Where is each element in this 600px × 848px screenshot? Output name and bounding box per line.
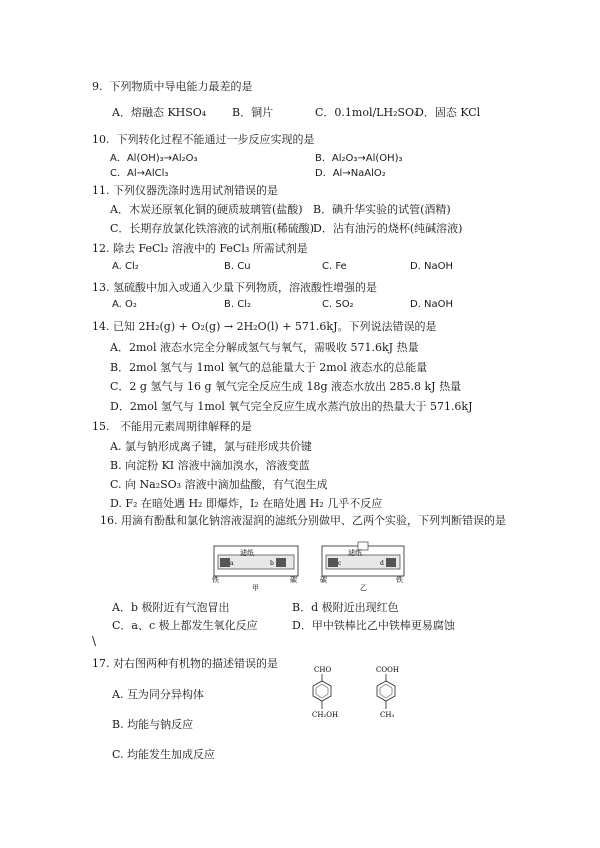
question-stem: 13. 氢硫酸中加入或通入少量下列物质，溶液酸性增强的是 [92, 281, 377, 294]
electrode-a [220, 558, 230, 567]
question-stem: 11. 下列仪器洗涤时选用试剂错误的是 [92, 184, 278, 197]
option-a: A．熔融态 KHSO₄ [112, 106, 207, 119]
question-stem: 16. 用滴有酚酞和氯化钠溶液湿润的滤纸分别做甲、乙两个实验，下列判断错误的是 [100, 514, 506, 527]
question-stem: 12. 除去 FeCl₂ 溶液中的 FeCl₃ 所需试剂是 [92, 242, 308, 255]
caption-yi: 乙 [360, 584, 367, 592]
option-a: A. O₂ [112, 299, 137, 310]
setup-yi [320, 542, 404, 592]
setup-jia [212, 546, 298, 592]
stray-mark: \ [92, 634, 97, 648]
option-d: D．2mol 氢气与 1mol 氧气完全反应生成水蒸汽放出的热量大于 571.6kJ [110, 400, 473, 413]
electrode-c [328, 558, 338, 567]
option-b: B．Al₂O₃→Al(OH)₃ [315, 153, 403, 164]
question-stem: 9. 下列物质中导电能力最差的是 [92, 80, 253, 93]
option-a: A. 互为同分异构体 [112, 688, 204, 701]
left-electrode-label: 碳 [320, 576, 327, 584]
option-b: B．2mol 氢气与 1mol 氧气的总能量大于 2mol 液态水的总能量 [110, 361, 428, 374]
option-b: B．铜片 [232, 106, 274, 119]
label-a: a [230, 560, 234, 567]
option-c: C. Fe [322, 261, 347, 272]
option-b: B. Cl₂ [224, 299, 251, 310]
electrode-d [386, 558, 396, 567]
ring-inner [316, 684, 328, 698]
figure-16-diagram [210, 538, 410, 596]
option-b: B. 均能与钠反应 [112, 718, 194, 731]
option-d: D．沾有油污的烧杯(纯碱溶液) [313, 222, 463, 235]
option-a: A．b 极附近有气泡冒出 [112, 601, 230, 614]
structure-left [312, 666, 338, 719]
paper-label: 滤纸 [348, 549, 362, 557]
option-c: C．0.1mol/LH₂SO₄ [315, 106, 419, 119]
question-stem: 14. 已知 2H₂(g) + O₂(g) → 2H₂O(l) + 571.6kJ。下列说法错误的是 [92, 320, 437, 333]
option-a: A．2mol 液态水完全分解成氢气与氧气，需吸收 571.6kJ 热量 [110, 341, 419, 354]
option-c: C．Al→AlCl₃ [110, 168, 169, 179]
option-c: C．a、c 极上都发生氧化反应 [112, 619, 258, 632]
option-b: B. 向淀粉 KI 溶液中滴加溴水，溶液变蓝 [110, 459, 310, 472]
ring-inner [380, 684, 392, 698]
question-stem: 10. 下列转化过程不能通过一步反应实现的是 [92, 133, 315, 146]
right-electrode-label: 铁 [396, 576, 403, 584]
option-c: C. 向 Na₂SO₃ 溶液中滴加盐酸，有气泡生成 [110, 478, 328, 491]
group-bottom: CH₃ [380, 711, 395, 719]
option-a: A．木炭还原氧化铜的硬质玻璃管(盐酸) [110, 203, 303, 216]
option-d: D．Al→NaAlO₂ [315, 168, 386, 179]
option-c: C．长期存放氯化铁溶液的试剂瓶(稀硫酸) [110, 222, 314, 235]
structure-right [376, 666, 399, 719]
option-c: C. SO₂ [322, 299, 354, 310]
electrode-b [276, 558, 286, 567]
option-d: D. F₂ 在暗处遇 H₂ 即爆炸，I₂ 在暗处遇 H₂ 几乎不反应 [110, 497, 383, 510]
question-stem: 15. 不能用元素周期律解释的是 [92, 420, 252, 433]
option-a: A. Cl₂ [112, 261, 139, 272]
option-b: B．d 极附近出现红色 [292, 601, 399, 614]
option-b: B. Cu [224, 261, 251, 272]
label-b: b [270, 560, 274, 567]
option-a: A. 氯与钠形成离子键，氯与硅形成共价键 [110, 440, 312, 453]
option-d: D. NaOH [410, 299, 454, 310]
option-d: D．固态 KCl [415, 106, 481, 119]
right-electrode-label: 碳 [290, 576, 297, 584]
option-d: D．甲中铁棒比乙中铁棒更易腐蚀 [292, 619, 455, 632]
left-electrode-label: 铁 [212, 576, 219, 584]
figure-17-structures [300, 664, 420, 726]
paper-label: 滤纸 [240, 549, 254, 557]
caption-jia: 甲 [252, 584, 259, 592]
option-d: D. NaOH [410, 261, 454, 272]
group-bottom: CH₂OH [312, 711, 339, 719]
label-d: d [380, 560, 384, 567]
option-a: A．Al(OH)₃→Al₂O₃ [110, 153, 198, 164]
question-stem: 17. 对右图两种有机物的描述错误的是 [92, 657, 278, 670]
option-b: B．碘升华实验的试管(酒精) [313, 203, 451, 216]
option-c: C．2 g 氢气与 16 g 氧气完全反应生成 18g 液态水放出 285.8 kJ 热量 [110, 380, 462, 393]
label-c: c [338, 560, 342, 567]
group-top: CHO [314, 666, 332, 674]
group-top: COOH [376, 666, 399, 674]
option-c: C. 均能发生加成反应 [112, 748, 216, 761]
